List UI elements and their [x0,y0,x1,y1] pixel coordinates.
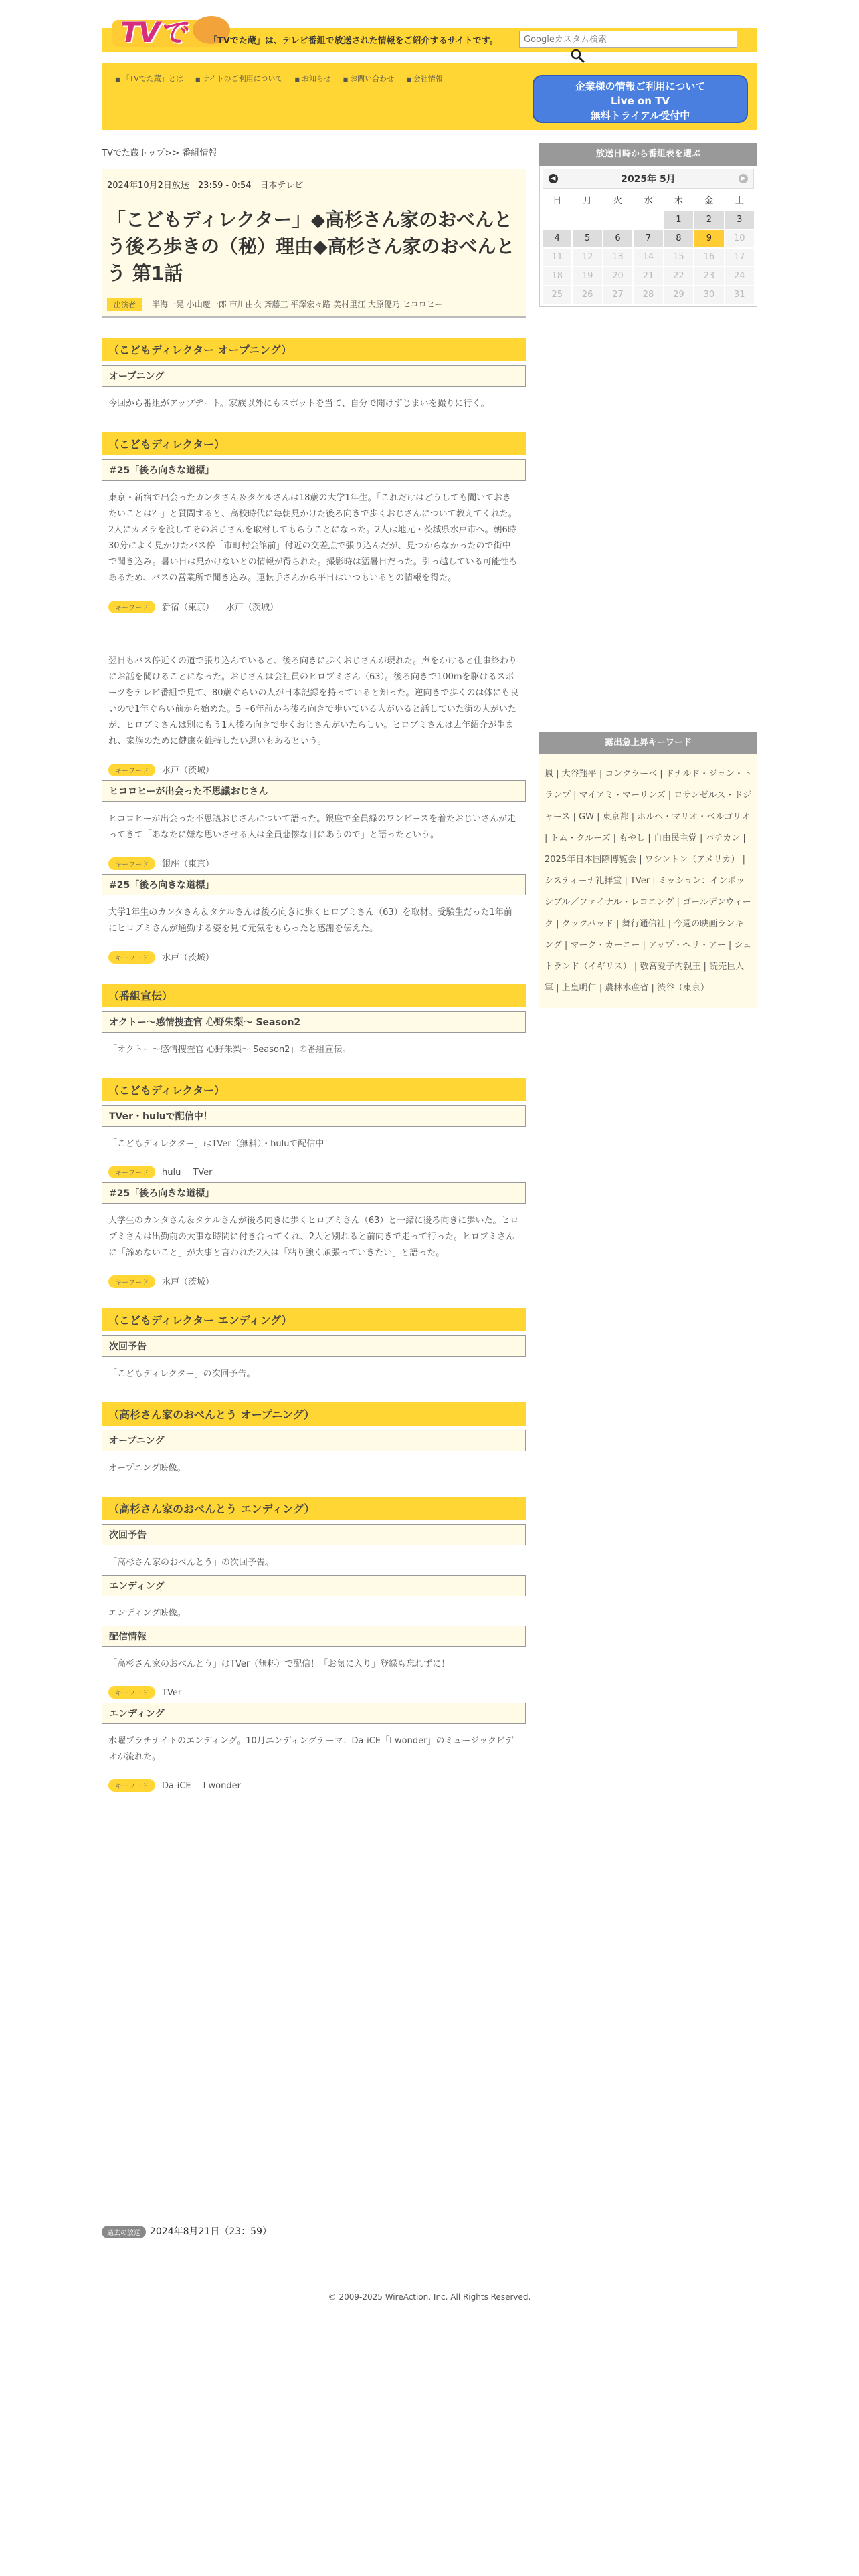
weekday-label: 月 [583,196,592,206]
keyword-separator: | [561,940,571,950]
keyword-badge: キーワード [108,1779,155,1792]
nav-item-usage[interactable]: ■ サイトのご利用について [195,74,283,85]
keyword-row [102,937,526,964]
topic-text: 「こどもディレクター」の次回予告。 [108,1369,256,1379]
topic-text: 「高杉さん家のおべんとう」はTVer（無料）で配信！「お気に入り」登録も忘れずに！ [108,1659,450,1669]
weekday-label: 木 [674,196,683,206]
section-header: （こどもディレクター エンディング） [102,1308,526,1331]
section-header: （こどもディレクター オープニング） [102,338,526,361]
keyword-badge: キーワード [108,951,155,964]
calendar-day[interactable]: 7 [634,230,662,247]
topic-header: ヒコロヒーが出会った不思議おじさん [102,780,526,802]
keyword-row [102,1261,526,1288]
keyword-badge: キーワード [108,601,155,613]
calendar-day[interactable]: 1 [664,211,693,229]
trending-keyword[interactable]: ワシントン（アメリカ） [644,855,740,865]
keyword-link[interactable]: 水戸（茨城） [162,766,215,776]
trending-keyword[interactable]: 2025年日本国際博覧会 [545,855,637,865]
program-sections [102,338,526,1792]
trending-keyword[interactable]: 上皇明仁 [561,983,597,993]
prev-month-icon[interactable]: ◀ [549,174,558,183]
keyword-link[interactable]: 水戸（茨城） [226,603,279,613]
calendar [539,166,757,307]
nav-item-company[interactable]: ■ 会社情報 [406,74,443,85]
keyword-separator: | [674,897,682,907]
nav-item-contact[interactable]: ■ お問い合わせ [343,74,395,85]
calendar-panel [539,143,757,307]
cast-list[interactable]: 半海一晃 小山慶一郎 市川由衣 斎藤工 平澤宏々路 美村里江 大原優乃 ヒコロヒー [152,300,443,309]
keyword-separator: | [596,983,605,993]
keyword-separator: | [593,812,603,822]
section-header: （こどもディレクター） [102,432,526,455]
calendar-day [634,211,662,229]
corp-button-line2: Live on TV [611,95,670,107]
search-icon[interactable] [570,48,586,64]
nav-bar [102,63,757,130]
calendar-day [573,211,601,229]
calendar-day[interactable]: 5 [573,230,601,247]
keyword-separator: | [645,833,654,843]
topic-header: オープニング [102,1430,526,1451]
page-title: 「こどもディレクター」◆高杉さん家のおべんとう後ろ歩きの（秘）理由◆高杉さん家のおべんとう 第1話 [107,209,515,284]
trending-keyword[interactable]: システィーナ礼拝堂 [545,876,622,886]
keyword-separator: | [696,833,706,843]
trending-keyword[interactable]: 舞行通信社 [622,919,666,929]
keyword-badge: キーワード [108,1686,155,1699]
trending-keyword[interactable]: 読売巨人軍 [545,962,745,993]
trending-keyword[interactable]: もやし [619,833,646,843]
keyword-link[interactable]: 新宿（東京） [162,603,215,613]
keyword-link[interactable]: hulu [162,1168,181,1178]
trending-keyword[interactable]: ミッション：インポッシブル／ファイナル・レコニング [545,876,745,907]
calendar-day: 11 [543,249,571,266]
keyword-row [102,586,526,613]
topic-text: 「高杉さん家のおべんとう」の次回予告。 [108,1558,274,1568]
keyword-row [102,1765,526,1792]
calendar-day: 21 [634,267,662,285]
calendar-day: 18 [543,267,571,285]
cast-row [107,298,520,311]
calendar-day: 15 [664,249,693,266]
topic-text: 大学1年生のカンタさん＆タケルさんは後ろ向きに歩くヒロブミさん（63）を取材。受験生だった1年前にヒロブミさんが通勤する姿を見て元気をもらったと感謝を伝えた。 [108,907,512,934]
trending-keyword[interactable]: アップ・ヘリ・アー [648,940,726,950]
trending-keyword[interactable]: 農林水産省 [605,983,649,993]
keyword-separator: | [665,790,674,800]
keyword-link[interactable]: TVer [162,1688,182,1698]
calendar-month: 2025年 5月 [621,174,676,185]
calendar-day: 19 [573,267,601,285]
keyword-separator: | [545,833,551,843]
nav-links [115,74,490,85]
keyword-row [102,1673,526,1699]
trending-keyword[interactable]: 自由民主党 [653,833,697,843]
weekday-label: 水 [644,196,653,206]
keyword-separator: | [700,962,710,972]
trending-keyword[interactable]: コンクラーベ [605,769,658,779]
trending-keyword[interactable]: ロサンゼルス・ドジャース [545,790,752,822]
keyword-separator: | [657,769,666,779]
calendar-day: 27 [603,286,632,304]
calendar-day: 13 [603,249,632,266]
trending-keyword[interactable]: マーク・カーニー [570,940,640,950]
calendar-day: 28 [634,286,662,304]
calendar-day: 24 [725,267,754,285]
calendar-day[interactable]: 2 [694,211,723,229]
weekday-label: 土 [735,196,744,206]
section-header: （高杉さん家のおべんとう エンディング） [102,1497,526,1520]
trending-keyword[interactable]: ゴールデンウィーク [545,897,751,929]
trending-keyword[interactable]: ドナルド・ジョン・トランプ [545,769,752,800]
topic-header: オクトー〜感情捜査官 心野朱梨〜 Season2 [102,1011,526,1033]
keyword-separator: | [740,833,746,843]
keyword-row [102,750,526,776]
past-broadcast [102,2224,272,2238]
keyword-link[interactable]: I wonder [203,1781,241,1791]
topic-text: エンディング映像。 [108,1608,186,1618]
next-month-icon[interactable]: ▶ [739,174,748,183]
trending-keywords-header: 露出急上昇キーワード [539,732,757,754]
calendar-day[interactable]: 9 [694,230,723,247]
keyword-separator: | [613,919,622,929]
footer: © 2009-2025 WireAction, Inc. All Rights Reserved. [328,2292,531,2302]
calendar-day: 26 [573,286,601,304]
keyword-separator: | [596,769,605,779]
calendar-header: 放送日時から番組表を選ぶ [539,143,757,166]
breadcrumb[interactable]: TVでた蔵トップ>> 番組情報 [102,148,217,158]
calendar-nav [543,169,754,189]
nav-item-about[interactable]: ■ 「TVでた蔵」とは [115,74,183,85]
calendar-day: 16 [694,249,723,266]
topic-text: ヒコロヒーが出会った不思議おじさんについて語った。銀座で全員緑のワンピースを着たおじいさんが走ってきて「あなたに嫌な思いさせる人は全員悲惨な目にあうので」と語ったという。 [108,814,516,840]
weekday-label: 火 [613,196,623,206]
calendar-grid [543,193,754,304]
trending-keyword[interactable]: 大谷翔平 [561,769,597,779]
calendar-day: 30 [694,286,723,304]
calendar-day: 14 [634,249,662,266]
keyword-link[interactable]: Da-iCE [162,1781,191,1791]
trending-keyword[interactable]: バチカン [705,833,741,843]
keyword-link[interactable]: 水戸（茨城） [162,1277,215,1287]
calendar-day: 25 [543,286,571,304]
calendar-day[interactable]: 4 [543,230,571,247]
topic-header: TVer・huluで配信中！ [102,1105,526,1127]
topic-text: 今回から番組がアップデート。家族以外にもスポットを当て、自分で聞けずじまいを撮りに行く。 [108,399,490,409]
keyword-separator: | [636,855,645,865]
nav-item-news[interactable]: ■ お知らせ [294,74,330,85]
corporate-info-button[interactable] [533,75,748,123]
keyword-badge: キーワード [108,857,155,870]
keyword-row [102,843,526,870]
keyword-separator: | [665,919,674,929]
trending-keyword[interactable]: クックパッド [561,919,613,929]
section-header: （こどもディレクター） [102,1078,526,1101]
keyword-separator: | [640,940,649,950]
keyword-separator: | [648,983,658,993]
keyword-separator: | [631,962,640,972]
keyword-badge: キーワード [108,764,155,776]
keyword-separator: | [622,876,630,886]
trending-keyword[interactable]: 敬宮愛子内親王 [640,962,701,972]
calendar-day: 29 [664,286,693,304]
calendar-day: 12 [573,249,601,266]
trending-keywords-list [539,754,757,1008]
calendar-day[interactable]: 6 [603,230,632,247]
keyword-separator: | [571,790,579,800]
calendar-day [543,211,571,229]
weekday-label: 金 [704,196,714,206]
topic-header: 配信情報 [102,1626,526,1647]
keyword-row [102,1152,526,1178]
calendar-day[interactable]: 3 [725,211,754,229]
weekday-label: 日 [553,196,562,206]
corp-button-line1: 企業様の情報ご利用について [575,80,706,92]
search-input[interactable] [519,31,737,48]
trending-keywords-panel [539,732,757,1008]
topic-header: オープニング [102,365,526,387]
trending-keyword[interactable]: TVer [630,876,650,886]
trending-keyword[interactable]: 今週の映画ランキング [545,919,744,950]
calendar-day: 10 [725,230,754,247]
keyword-separator: | [739,855,746,865]
keyword-separator: | [725,940,735,950]
keyword-link[interactable]: TVer [193,1168,213,1178]
air-info: 2024年10月2日放送 23:59 - 0:54 日本テレビ [107,181,304,191]
calendar-day [603,211,632,229]
trending-keyword[interactable]: 東京都 [602,812,629,822]
keyword-separator: | [628,812,638,822]
trending-keyword[interactable]: 嵐 [545,769,554,779]
topic-text: 水曜プラチナイトのエンディング。10月エンディングテーマ：Da-iCE「I wonder」のミュージックビデオが流れた。 [108,1736,514,1762]
keyword-separator: | [610,833,619,843]
keyword-separator: | [553,983,562,993]
topic-header: #25「後ろ向きな道標」 [102,459,526,481]
topic-header: #25「後ろ向きな道標」 [102,874,526,895]
topic-header: 次回予告 [102,1335,526,1357]
cast-badge: 出演者 [107,298,142,311]
past-broadcast-badge: 過去の放送 [102,2226,146,2238]
trending-keyword[interactable]: ホルヘ・マリオ・ベルゴリオ [637,812,751,822]
topic-header: #25「後ろ向きな道標」 [102,1182,526,1204]
calendar-day: 23 [694,267,723,285]
topic-text: オープニング映像。 [108,1463,186,1473]
corp-button-line3: 無料トライアル受付中 [590,110,690,122]
calendar-day: 17 [725,249,754,266]
keyword-link[interactable]: 水戸（茨城） [162,953,215,963]
main-content [102,146,526,1792]
program-title-box [102,169,526,318]
keyword-badge: キーワード [108,1166,155,1178]
section-header: （高杉さん家のおべんとう オープニング） [102,1402,526,1426]
trending-keyword[interactable]: シェトランド（イギリス） [545,940,752,972]
topic-header: エンディング [102,1703,526,1724]
calendar-day[interactable]: 8 [664,230,693,247]
topic-header: エンディング [102,1575,526,1596]
trending-keyword[interactable]: トム・クルーズ [550,833,611,843]
calendar-day: 22 [664,267,693,285]
logo-text: TVで [120,16,186,49]
calendar-day: 31 [725,286,754,304]
topic-header: 次回予告 [102,1524,526,1545]
topic-text: 「オクトー〜感情捜査官 心野朱梨〜 Season2」の番組宣伝。 [108,1045,351,1055]
keyword-separator: | [570,812,579,822]
topic-text: 「こどもディレクター」はTVer（無料）・huluで配信中！ [108,1139,333,1149]
topic-text: 東京・新宿で出会ったカンタさん＆タケルさんは18歳の大学1年生。「これだけはどうしても聞いておきたいことは？」と質問すると、高校時代に毎朝見かけた後ろ向きで歩くおじさんについて教えてくれた。2人にカメラを渡してそのおじさんを取材してもらうことになった。2人は地元・茨城県水戸市へ。朝6時30分によく見かけたバス停「市町村会館前」付近の交差点で張り込んだが、見つからなかったので街中で聞き込み。暑い日は見かけないとの情報が得られた。撮影時は猛暑日だった。引っ越している可能性もあるため、バスの営業所で聞き込み。運転手さんから平日はいつもいるとの情報を得た。 [108,493,518,583]
topic-text: 翌日もバス停近くの道で張り込んでいると、後ろ向きに歩くおじさんが現れた。声をかけると仕事終わりにお話を聞けることになった。おじさんは会社員のヒロブミさん（63）。後ろ向きで100mを駆けるスポーツをテレビ番組で見て、80歳ぐらいの人が日本記録を持っていると知った。逆向きで歩くのは体にも良いので1年ぐらい前から始めた。5〜6年前から後ろ向きで歩いている人がいると話していた街の人がいたが、ヒロブミさんは別にもう1人後ろ向きで歩くおじさんがいたらしい。ヒロブミさんは去年紹介が生まれ、家族のために健康を維持したい思いもあるという。 [108,656,519,746]
site-tagline: 「TVでた蔵」は、テレビ番組で放送された情報をご紹介するサイトです。 [209,36,498,46]
calendar-day: 20 [603,267,632,285]
keyword-separator: | [650,876,658,886]
keyword-badge: キーワード [108,1275,155,1288]
trending-keyword[interactable]: マイアミ・マーリンズ [579,790,666,800]
keyword-separator: | [553,919,562,929]
section-header: （番組宣伝） [102,984,526,1007]
trending-keyword[interactable]: GW [579,812,594,822]
trending-keyword[interactable]: 渋谷（東京） [657,983,710,993]
past-broadcast-date[interactable]: 2024年8月21日（23：59） [150,2226,272,2237]
keyword-link[interactable]: 銀座（東京） [162,859,215,869]
topic-text: 大学生のカンタさん＆タケルさんが後ろ向きに歩くヒロブミさん（63）と一緒に後ろ向きに歩いた。ヒロブミさんは出勤前の大事な時間に付き合ってくれ、2人と別れると前向きで走って行った。ヒロブミさんに「諦めないこと」が大事と言われた2人は「粘り強く頑張っていきたい」と語った。 [108,1216,519,1258]
keyword-separator: | [553,769,562,779]
